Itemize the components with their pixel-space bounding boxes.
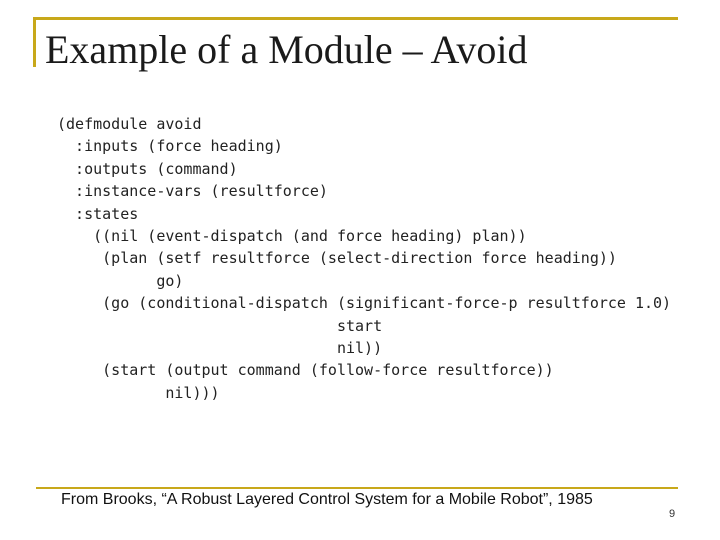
- code-line: ((nil (event-dispatch (and force heading) plan)): [57, 226, 527, 245]
- code-line: nil)): [57, 338, 383, 357]
- title-top-rule: [33, 17, 678, 20]
- slide-title: Example of a Module – Avoid: [45, 27, 528, 72]
- footer-rule: [36, 487, 678, 489]
- code-block: [57, 113, 671, 404]
- code-line: :outputs (command): [57, 159, 238, 178]
- code-line: :inputs (force heading): [57, 137, 283, 156]
- code-line: go): [57, 271, 184, 290]
- code-line: :instance-vars (resultforce): [57, 182, 328, 201]
- citation-text: From Brooks, “A Robust Layered Control System for a Mobile Robot”, 1985: [61, 491, 593, 508]
- code-line: start: [57, 316, 383, 335]
- code-line: (go (conditional-dispatch (significant-force-p resultforce 1.0): [57, 294, 672, 313]
- title-left-rule: [33, 17, 36, 67]
- code-line: (defmodule avoid: [57, 115, 202, 133]
- code-line: nil))): [57, 383, 220, 402]
- page-number: 9: [669, 508, 676, 520]
- code-line: (start (output command (follow-force resultforce)): [57, 361, 554, 380]
- code-line: :states: [57, 204, 139, 223]
- code-line: (plan (setf resultforce (select-direction force heading)): [57, 249, 617, 268]
